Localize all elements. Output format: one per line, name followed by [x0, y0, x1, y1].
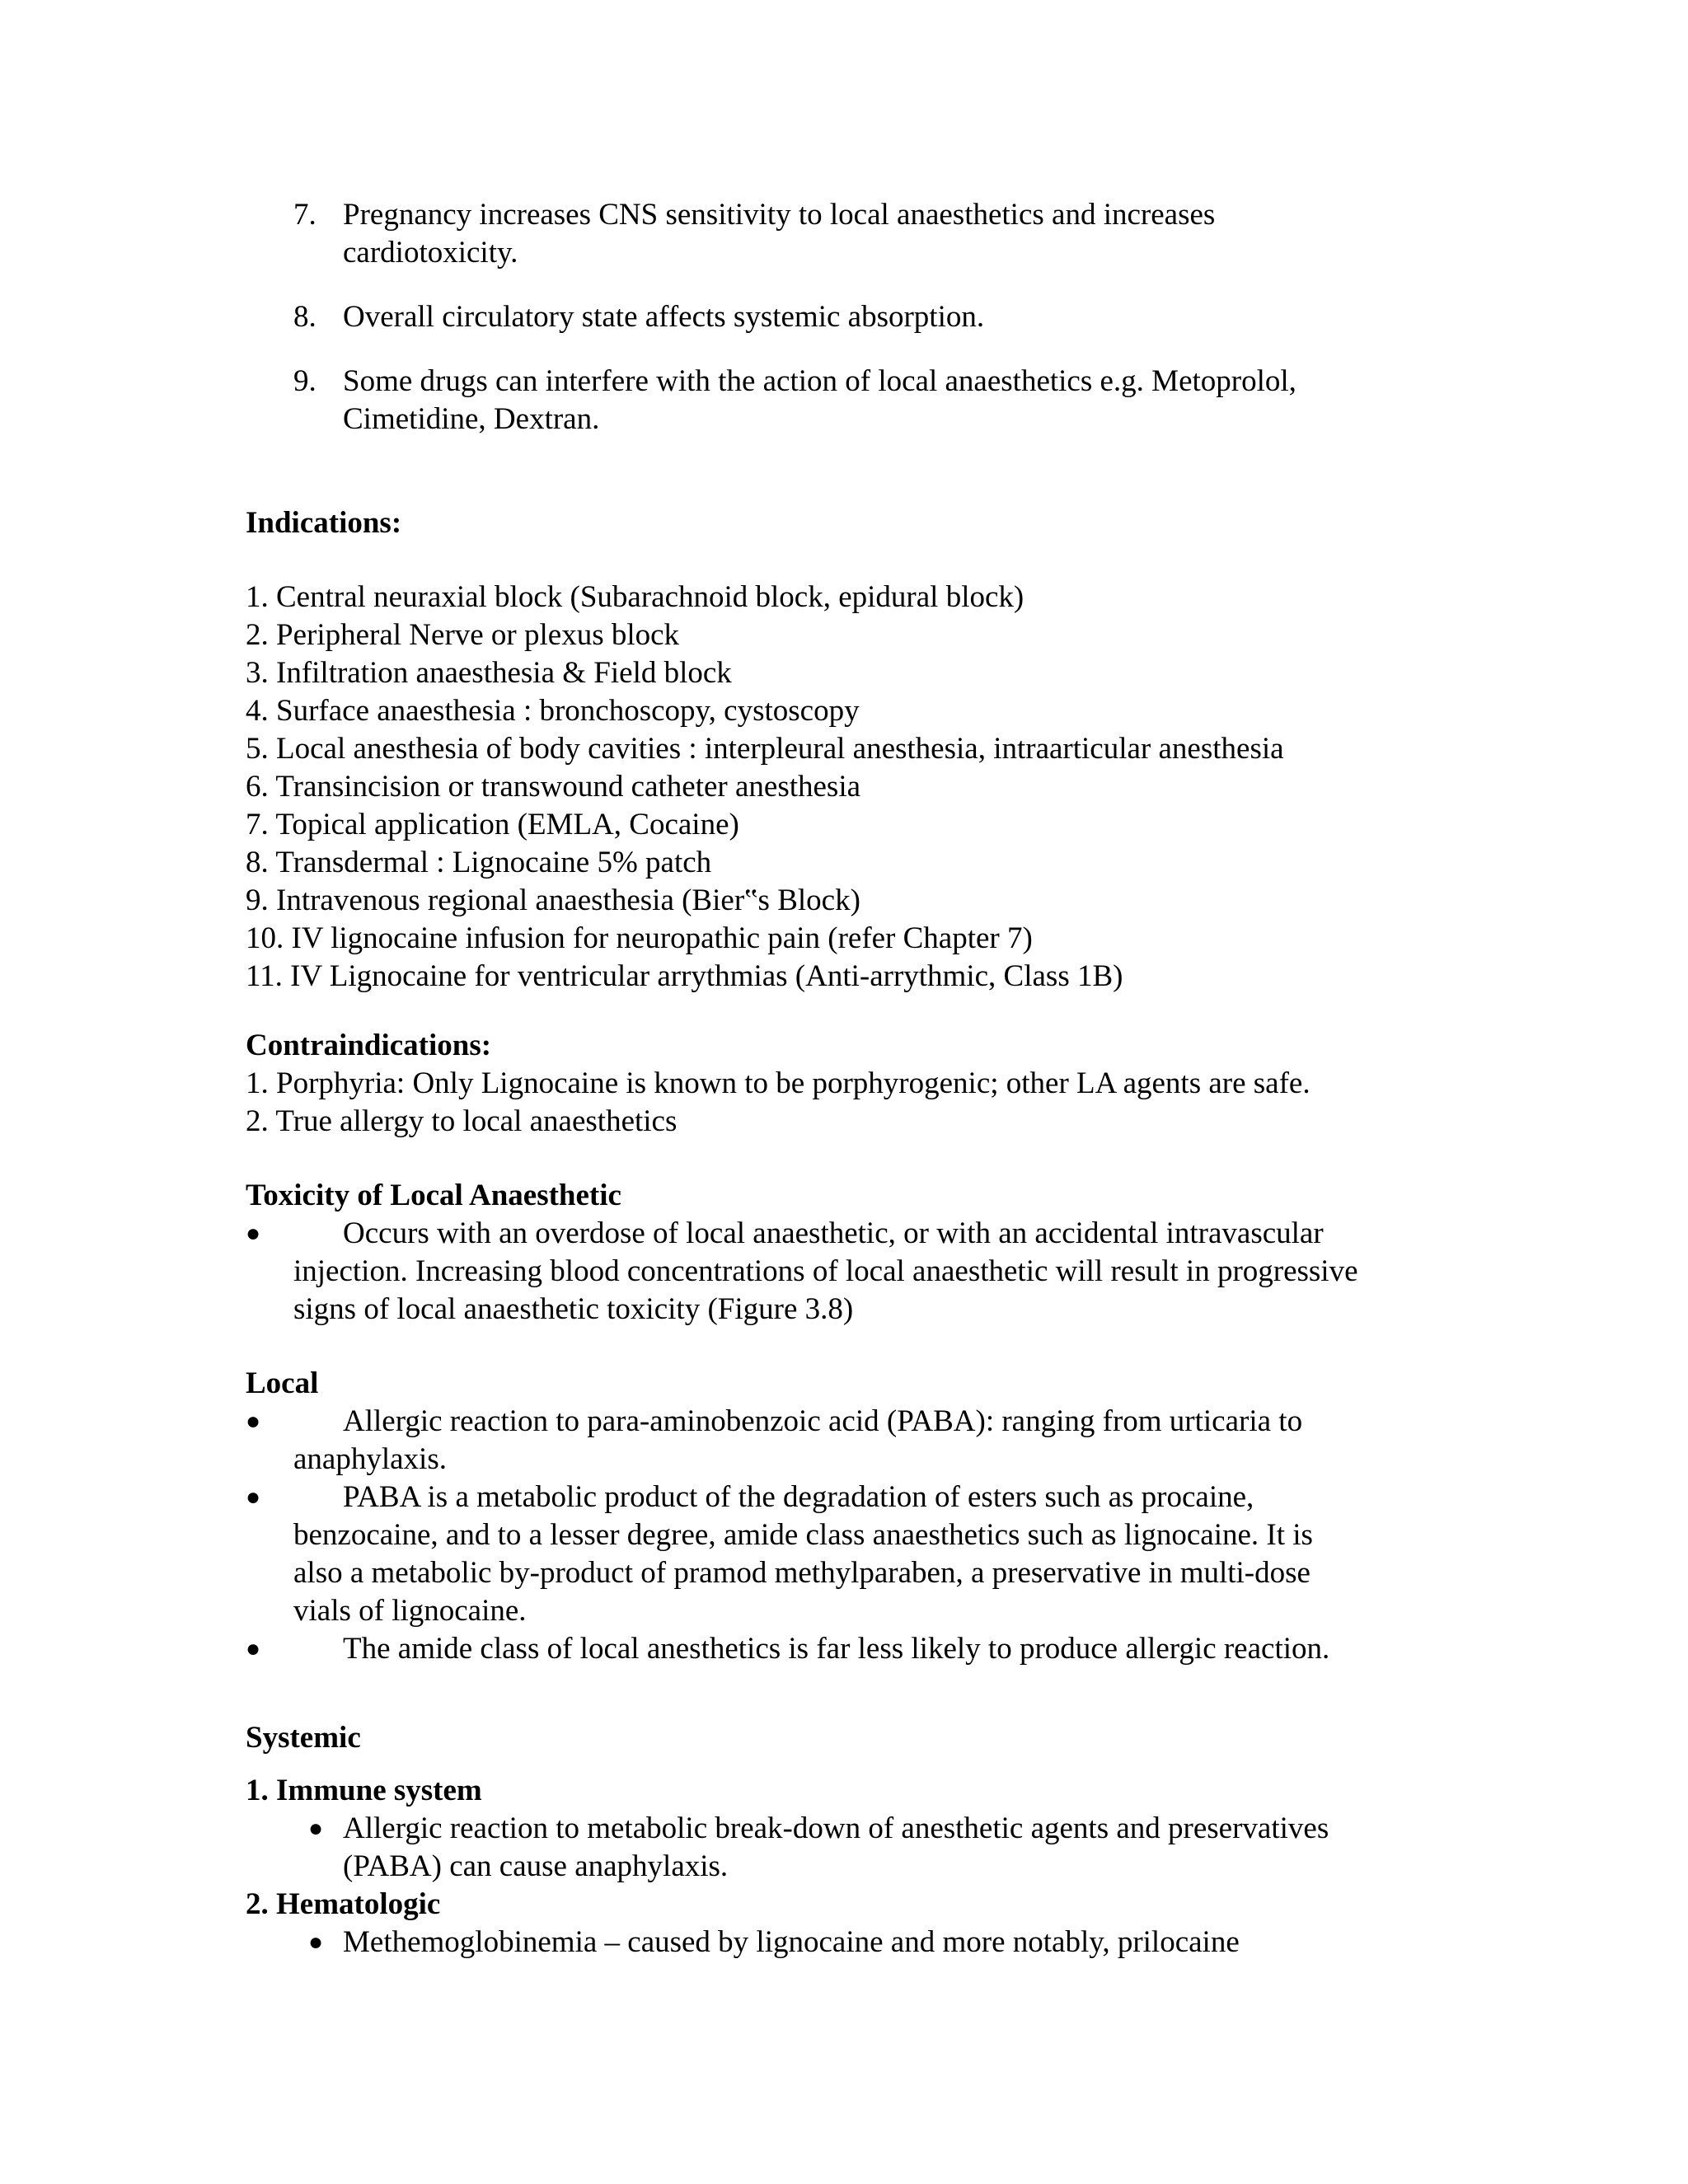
bullet-dot-icon: ●	[246, 1635, 261, 1662]
toxicity-heading: Toxicity of Local Anaesthetic	[246, 1179, 621, 1212]
indication-item: 4. Surface anaesthesia : bronchoscopy, cystoscopy	[246, 694, 860, 728]
bullet-dot-icon: ●	[308, 1929, 324, 1956]
bullet-text: (PABA) can cause anaphylaxis.	[343, 1849, 729, 1883]
indication-item: 2. Peripheral Nerve or plexus block	[246, 618, 680, 652]
contraindication-item: 1. Porphyria: Only Lignocaine is known to be porphyrogenic; other LA agents are safe.	[246, 1066, 1311, 1100]
indication-item: 1. Central neuraxial block (Subarachnoid block, epidural block)	[246, 580, 1025, 614]
indication-item: 6. Transincision or transwound catheter anesthesia	[246, 770, 861, 804]
indication-item: 5. Local anesthesia of body cavities : interpleural anesthesia, intraarticular anesthesia	[246, 732, 1284, 766]
list-number: 9.	[293, 364, 316, 398]
list-number: 7.	[293, 198, 316, 232]
list-item-line: Pregnancy increases CNS sensitivity to local anaesthetics and increases	[343, 198, 1216, 232]
list-number: 8.	[293, 300, 316, 334]
bullet-text: PABA is a metabolic product of the degradation of esters such as procaine,	[343, 1480, 1254, 1514]
systemic-subheading: 2. Hematologic	[246, 1887, 441, 1921]
bullet-text: also a metabolic by-product of pramod methylparaben, a preservative in multi-dose	[293, 1556, 1311, 1590]
bullet-text: Methemoglobinemia – caused by lignocaine and more notably, prilocaine	[343, 1925, 1240, 1959]
indications-heading: Indications:	[246, 506, 402, 540]
bullet-dot-icon: ●	[246, 1408, 261, 1435]
bullet-dot-icon: ●	[308, 1815, 324, 1842]
indication-item: 9. Intravenous regional anaesthesia (Bier‟s Block)	[246, 883, 860, 917]
indication-item: 3. Infiltration anaesthesia & Field block	[246, 656, 732, 690]
bullet-text: Allergic reaction to para-aminobenzoic acid (PABA): ranging from urticaria to	[343, 1404, 1303, 1438]
list-item-line: Some drugs can interfere with the action of local anaesthetics e.g. Metoprolol,	[343, 364, 1296, 398]
systemic-heading: Systemic	[246, 1721, 361, 1755]
bullet-text: Allergic reaction to metabolic break-down of anesthetic agents and preservatives	[343, 1811, 1329, 1845]
indication-item: 10. IV lignocaine infusion for neuropathic pain (refer Chapter 7)	[246, 921, 1033, 955]
bullet-text: anaphylaxis.	[293, 1442, 447, 1476]
indication-item: 11. IV Lignocaine for ventricular arrythmias (Anti-arrythmic, Class 1B)	[246, 959, 1123, 993]
bullet-dot-icon: ●	[246, 1220, 261, 1247]
contraindication-item: 2. True allergy to local anaesthetics	[246, 1104, 678, 1138]
list-item-line: cardiotoxicity.	[343, 236, 518, 269]
bullet-text: signs of local anaesthetic toxicity (Figure 3.8)	[293, 1292, 854, 1326]
bullet-text: injection. Increasing blood concentrations of local anaesthetic will result in progressive	[293, 1254, 1358, 1288]
local-heading: Local	[246, 1366, 319, 1400]
bullet-text: benzocaine, and to a lesser degree, amide class anaesthetics such as lignocaine. It is	[293, 1518, 1313, 1552]
indication-item: 8. Transdermal : Lignocaine 5% patch	[246, 846, 712, 879]
list-item-line: Overall circulatory state affects systemic absorption.	[343, 300, 985, 334]
contraindications-heading: Contraindications:	[246, 1029, 492, 1062]
systemic-subheading: 1. Immune system	[246, 1774, 482, 1807]
indication-item: 7. Topical application (EMLA, Cocaine)	[246, 808, 739, 841]
bullet-dot-icon: ●	[246, 1483, 261, 1511]
bullet-text: The amide class of local anesthetics is far less likely to produce allergic reaction.	[343, 1632, 1330, 1666]
bullet-text: Occurs with an overdose of local anaesthetic, or with an accidental intravascular	[343, 1216, 1324, 1250]
bullet-text: vials of lignocaine.	[293, 1594, 527, 1628]
list-item-line: Cimetidine, Dextran.	[343, 402, 600, 436]
